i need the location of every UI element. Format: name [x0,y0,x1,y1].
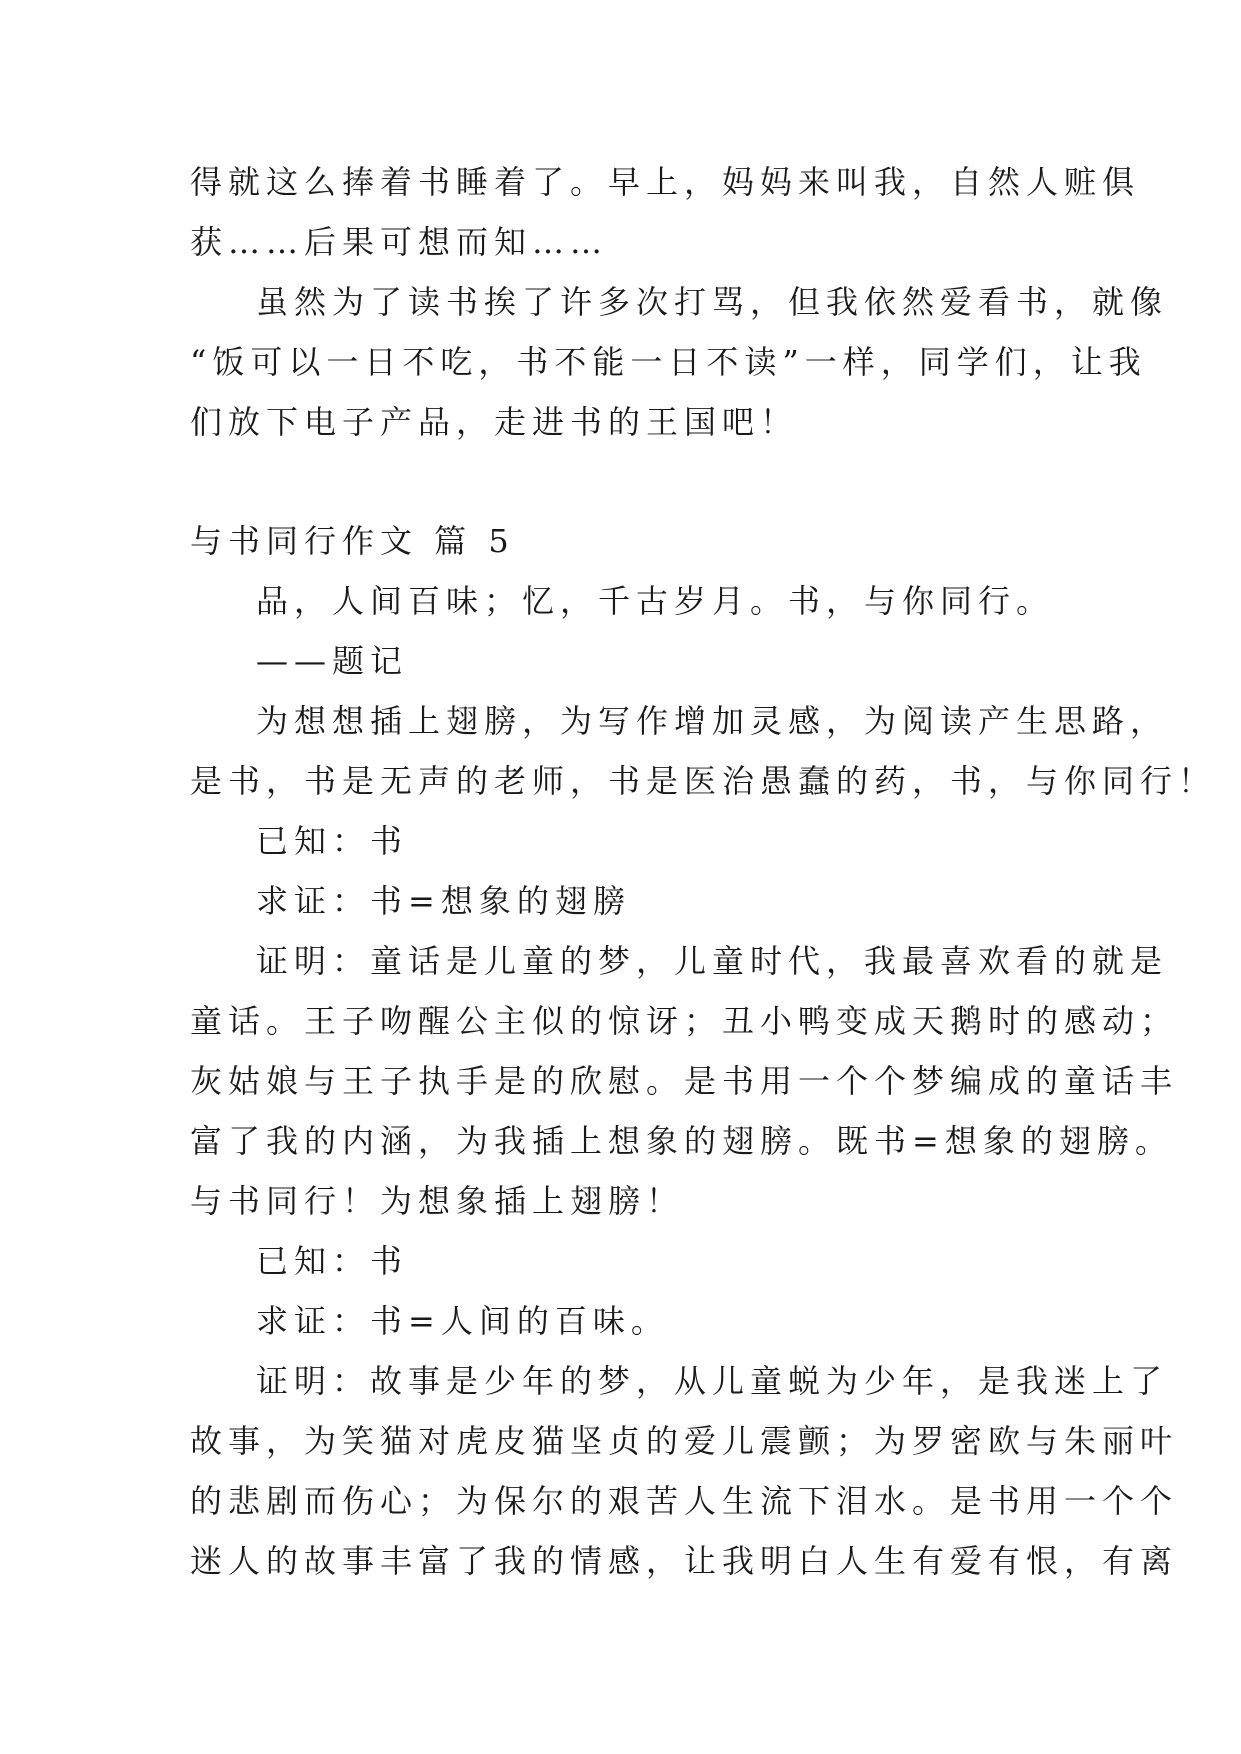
paragraph-line: 是书，书是无声的老师，书是医治愚蠢的药，书，与你同行！ [190,762,1217,800]
paragraph-line: 虽然为了读书挨了许多次打骂，但我依然爱看书，就像 [256,283,1169,321]
paragraph-line: 与书同行！为想象插上翅膀！ [190,1182,685,1220]
proof-line: 证明：故事是少年的梦，从儿童蜕为少年，是我迷上了 [256,1362,1169,1400]
paragraph-line: 品，人间百味；忆，千古岁月。书，与你同行。 [256,582,1055,620]
paragraph-line: 富了我的内涵，为我插上想象的翅膀。既书=想象的翅膀。 [190,1122,1173,1160]
paragraph-line: “饭可以一日不吃，书不能一日不读”一样，同学们，让我 [190,343,1147,381]
paragraph-line: 得就这么捧着书睡着了。早上，妈妈来叫我，自然人赃俱 [190,163,1141,201]
given-line: 已知：书 [256,1242,409,1280]
paragraph-line: 获……后果可想而知…… [190,223,609,261]
proof-line: 证明：童话是儿童的梦，儿童时代，我最喜欢看的就是 [256,942,1169,980]
paragraph-line: 迷人的故事丰富了我的情感，让我明白人生有爱有恨，有离 [190,1542,1179,1580]
paragraph-line: 为想想插上翅膀，为写作增加灵感，为阅读产生思路， [256,702,1169,740]
paragraph-line: 故事，为笑猫对虎皮猫坚贞的爱儿震颤；为罗密欧与朱丽叶 [190,1422,1179,1460]
epigraph-attribution: ——题记 [256,642,409,680]
prove-line: 求证：书=想象的翅膀 [256,882,631,920]
paragraph-line: 的悲剧而伤心；为保尔的艰苦人生流下泪水。是书用一个个 [190,1482,1179,1520]
given-line: 已知：书 [256,822,409,860]
paragraph-line: 们放下电子产品，走进书的王国吧！ [190,403,799,441]
paragraph-line: 灰姑娘与王子执手是的欣慰。是书用一个个梦编成的童话丰 [190,1062,1179,1100]
document-page [190,152,1217,1591]
paragraph-line: 童话。王子吻醒公主似的惊讶；丑小鸭变成天鹅时的感动； [190,1002,1179,1040]
prove-line: 求证：书=人间的百味。 [256,1302,669,1340]
section-heading: 与书同行作文 篇 5 [190,522,515,560]
